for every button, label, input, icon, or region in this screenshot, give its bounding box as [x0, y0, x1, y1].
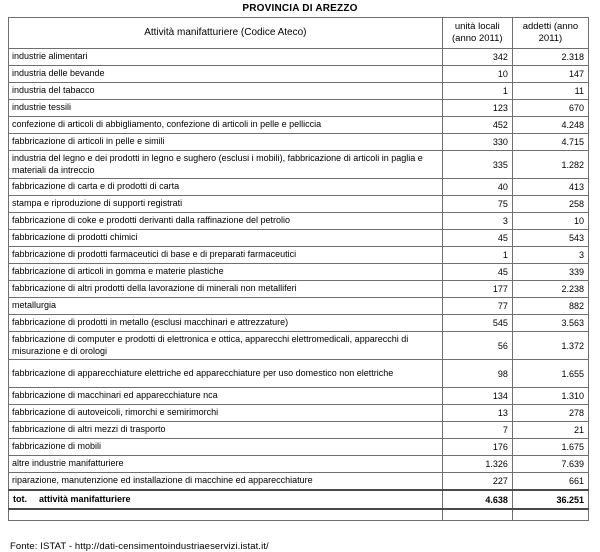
table-row [9, 456, 589, 473]
cell-activity-label: industria delle bevande [9, 66, 443, 83]
table-row [9, 360, 589, 388]
cell-activity-label: fabbricazione di prodotti in metallo (esclusi macchinari e attrezzature) [9, 315, 443, 332]
cell-activity-label: metallurgia [9, 298, 443, 315]
source-note: Fonte: ISTAT - http://dati-censimentoindustriaeservizi.istat.it/ [10, 541, 269, 552]
page-title: PROVINCIA DI AREZZO [242, 3, 358, 14]
table-row [9, 179, 589, 196]
cell-activity-label: stampa e riproduzione di supporti registrati [9, 196, 443, 213]
cell-unita-locali: 545 [442, 315, 512, 332]
column-header-unita-locali-line1: unità locali [454, 21, 500, 32]
cell-addetti: 3 [512, 247, 588, 264]
cell-addetti: 258 [512, 196, 588, 213]
table-row [9, 230, 589, 247]
table-header-row [9, 18, 589, 49]
table-footer-spacer-row [9, 509, 589, 521]
cell-addetti: 1.310 [512, 388, 588, 405]
cell-activity-label: fabbricazione di autoveicoli, rimorchi e semirimorchi [9, 405, 443, 422]
cell-addetti: 4.715 [512, 134, 588, 151]
cell-unita-locali: 134 [442, 388, 512, 405]
table-row [9, 134, 589, 151]
cell-activity-label: fabbricazione di mobili [9, 439, 443, 456]
cell-unita-locali: 56 [442, 332, 512, 360]
cell-total-unita-locali: 4.638 [442, 490, 512, 509]
cell-addetti: 1.675 [512, 439, 588, 456]
manufacturing-activities-table [8, 17, 589, 521]
cell-addetti: 11 [512, 83, 588, 100]
table-row [9, 298, 589, 315]
cell-unita-locali: 335 [442, 151, 512, 179]
cell-unita-locali: 13 [442, 405, 512, 422]
cell-unita-locali: 77 [442, 298, 512, 315]
table-row [9, 264, 589, 281]
cell-addetti: 147 [512, 66, 588, 83]
cell-activity-label: altre industrie manifatturiere [9, 456, 443, 473]
cell-activity-label: industria del tabacco [9, 83, 443, 100]
cell-addetti: 543 [512, 230, 588, 247]
column-header-addetti [512, 18, 588, 49]
cell-activity-label: fabbricazione di carta e di prodotti di carta [9, 179, 443, 196]
cell-unita-locali: 40 [442, 179, 512, 196]
cell-addetti: 278 [512, 405, 588, 422]
column-header-addetti-line1: addetti (anno [522, 21, 579, 32]
cell-unita-locali: 1 [442, 247, 512, 264]
cell-activity-label: fabbricazione di prodotti chimici [9, 230, 443, 247]
cell-unita-locali: 342 [442, 49, 512, 66]
cell-unita-locali: 227 [442, 473, 512, 491]
column-header-unita-locali-line2: (anno 2011) [452, 33, 503, 44]
table-row [9, 247, 589, 264]
spacer-cell [442, 509, 512, 521]
table-row [9, 315, 589, 332]
cell-activity-label: fabbricazione di altri prodotti della lavorazione di minerali non metalliferi [9, 281, 443, 298]
cell-unita-locali: 1.326 [442, 456, 512, 473]
table-row [9, 66, 589, 83]
cell-unita-locali: 177 [442, 281, 512, 298]
cell-activity-label: fabbricazione di altri mezzi di trasporto [9, 422, 443, 439]
cell-unita-locali: 176 [442, 439, 512, 456]
cell-activity-label: fabbricazione di coke e prodotti derivanti dalla raffinazione del petrolio [9, 213, 443, 230]
cell-addetti: 670 [512, 100, 588, 117]
cell-addetti: 661 [512, 473, 588, 491]
cell-unita-locali: 75 [442, 196, 512, 213]
cell-activity-label: fabbricazione di articoli in gomma e materie plastiche [9, 264, 443, 281]
cell-unita-locali: 1 [442, 83, 512, 100]
cell-addetti: 7.639 [512, 456, 588, 473]
cell-activity-label: confezione di articoli di abbigliamento, confezione di articoli in pelle e pelliccia [9, 117, 443, 134]
cell-activity-label: fabbricazione di prodotti farmaceutici di base e di preparati farmaceutici [9, 247, 443, 264]
cell-unita-locali: 45 [442, 230, 512, 247]
spacer-cell [9, 509, 443, 521]
cell-unita-locali: 7 [442, 422, 512, 439]
cell-addetti: 2.318 [512, 49, 588, 66]
cell-addetti: 4.248 [512, 117, 588, 134]
column-header-addetti-line2: 2011) [538, 33, 563, 44]
table-row [9, 439, 589, 456]
cell-activity-label: fabbricazione di articoli in pelle e simili [9, 134, 443, 151]
cell-total-label [9, 490, 443, 509]
total-label-text: attività manifatturiere [39, 493, 131, 504]
spacer-cell [512, 509, 588, 521]
table-header [9, 18, 589, 49]
table-row [9, 49, 589, 66]
table-row [9, 405, 589, 422]
cell-activity-label: fabbricazione di computer e prodotti di elettronica e ottica, apparecchi elettromedicali, apparecchi di misurazione e di orologi [9, 332, 443, 360]
cell-addetti: 882 [512, 298, 588, 315]
cell-addetti: 21 [512, 422, 588, 439]
cell-activity-label: fabbricazione di apparecchiature elettriche ed apparecchiature per uso domestico non elettriche [9, 360, 443, 388]
table-row [9, 100, 589, 117]
table-row [9, 332, 589, 360]
cell-addetti: 3.563 [512, 315, 588, 332]
cell-total-addetti: 36.251 [512, 490, 588, 509]
column-header-unita-locali [442, 18, 512, 49]
table-total-row [9, 490, 589, 509]
cell-unita-locali: 123 [442, 100, 512, 117]
cell-unita-locali: 330 [442, 134, 512, 151]
cell-activity-label: riparazione, manutenzione ed installazione di macchine ed apparecchiature [9, 473, 443, 491]
table-row [9, 388, 589, 405]
cell-unita-locali: 452 [442, 117, 512, 134]
cell-unita-locali: 3 [442, 213, 512, 230]
table-row [9, 281, 589, 298]
cell-addetti: 413 [512, 179, 588, 196]
table-container [8, 17, 589, 521]
table-row [9, 196, 589, 213]
cell-addetti: 1.282 [512, 151, 588, 179]
table-row [9, 83, 589, 100]
table-row [9, 213, 589, 230]
cell-activity-label: industrie tessili [9, 100, 443, 117]
cell-unita-locali: 10 [442, 66, 512, 83]
table-row [9, 473, 589, 491]
cell-addetti: 339 [512, 264, 588, 281]
cell-activity-label: industrie alimentari [9, 49, 443, 66]
cell-activity-label: industria del legno e dei prodotti in legno e sughero (esclusi i mobili), fabbricazione di articoli in paglia e materiali da intreccio [9, 151, 443, 179]
table-row [9, 117, 589, 134]
table-body [9, 49, 589, 521]
cell-unita-locali: 98 [442, 360, 512, 388]
table-row [9, 422, 589, 439]
cell-addetti: 10 [512, 213, 588, 230]
cell-activity-label: fabbricazione di macchinari ed apparecchiature nca [9, 388, 443, 405]
total-prefix: tot. [13, 493, 27, 504]
column-header-activity: Attività manifatturiere (Codice Ateco) [9, 18, 443, 49]
cell-addetti: 1.372 [512, 332, 588, 360]
cell-unita-locali: 45 [442, 264, 512, 281]
cell-addetti: 1.655 [512, 360, 588, 388]
table-row [9, 151, 589, 179]
cell-addetti: 2.238 [512, 281, 588, 298]
